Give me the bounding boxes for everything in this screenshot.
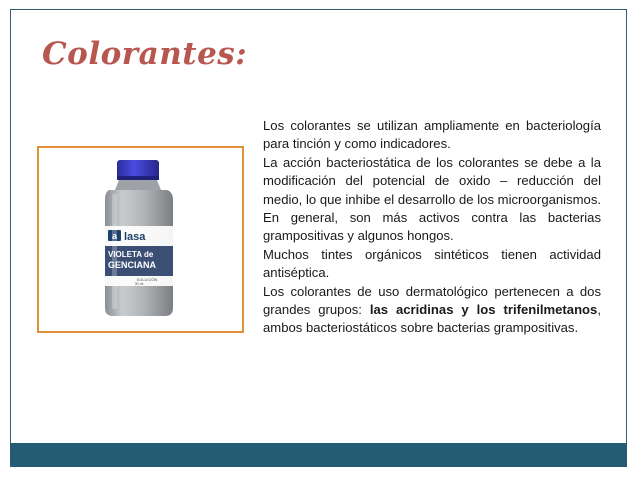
label-line1: VIOLETA de: [108, 250, 154, 259]
bottle-illustration: [39, 148, 242, 331]
label-volume: 30 ml: [134, 282, 144, 286]
paragraph-4-bold: las acridinas y los trifenilmetanos: [369, 302, 598, 318]
paragraph-2: La acción bacteriostática de los colorantes se debe a la modificación del potencial de oxido – reducción del medio, lo que inhibe el desarrollo de los microorganismos. En general, son más activos contra las bacterias grampositivas y algunos hongos.: [263, 154, 601, 244]
paragraph-3: Muchos tintes orgánicos sintéticos tienen actividad antiséptica.: [263, 246, 601, 281]
label-line2: GENCIANA: [108, 260, 157, 270]
paragraph-4-before: Los colorantes de uso dermatológico pertenecen a dos grandes grupos:: [263, 283, 601, 318]
paragraph-4-after: , ambos bacteriostáticos sobre bacterias grampositivas.: [263, 302, 601, 336]
footer-bar: [10, 443, 627, 467]
body-text: [263, 117, 601, 338]
label-small: SOLUCIÓN: [136, 277, 158, 282]
product-image: [37, 146, 244, 333]
label-brand: lasa: [124, 231, 146, 243]
svg-text:a: a: [111, 231, 118, 241]
paragraph-1: Los colorantes se utilizan ampliamente en bacteriología para tinción y como indicadores.: [263, 118, 601, 152]
slide-title: Colorantes:: [42, 36, 248, 72]
paragraph-4: [263, 283, 601, 338]
